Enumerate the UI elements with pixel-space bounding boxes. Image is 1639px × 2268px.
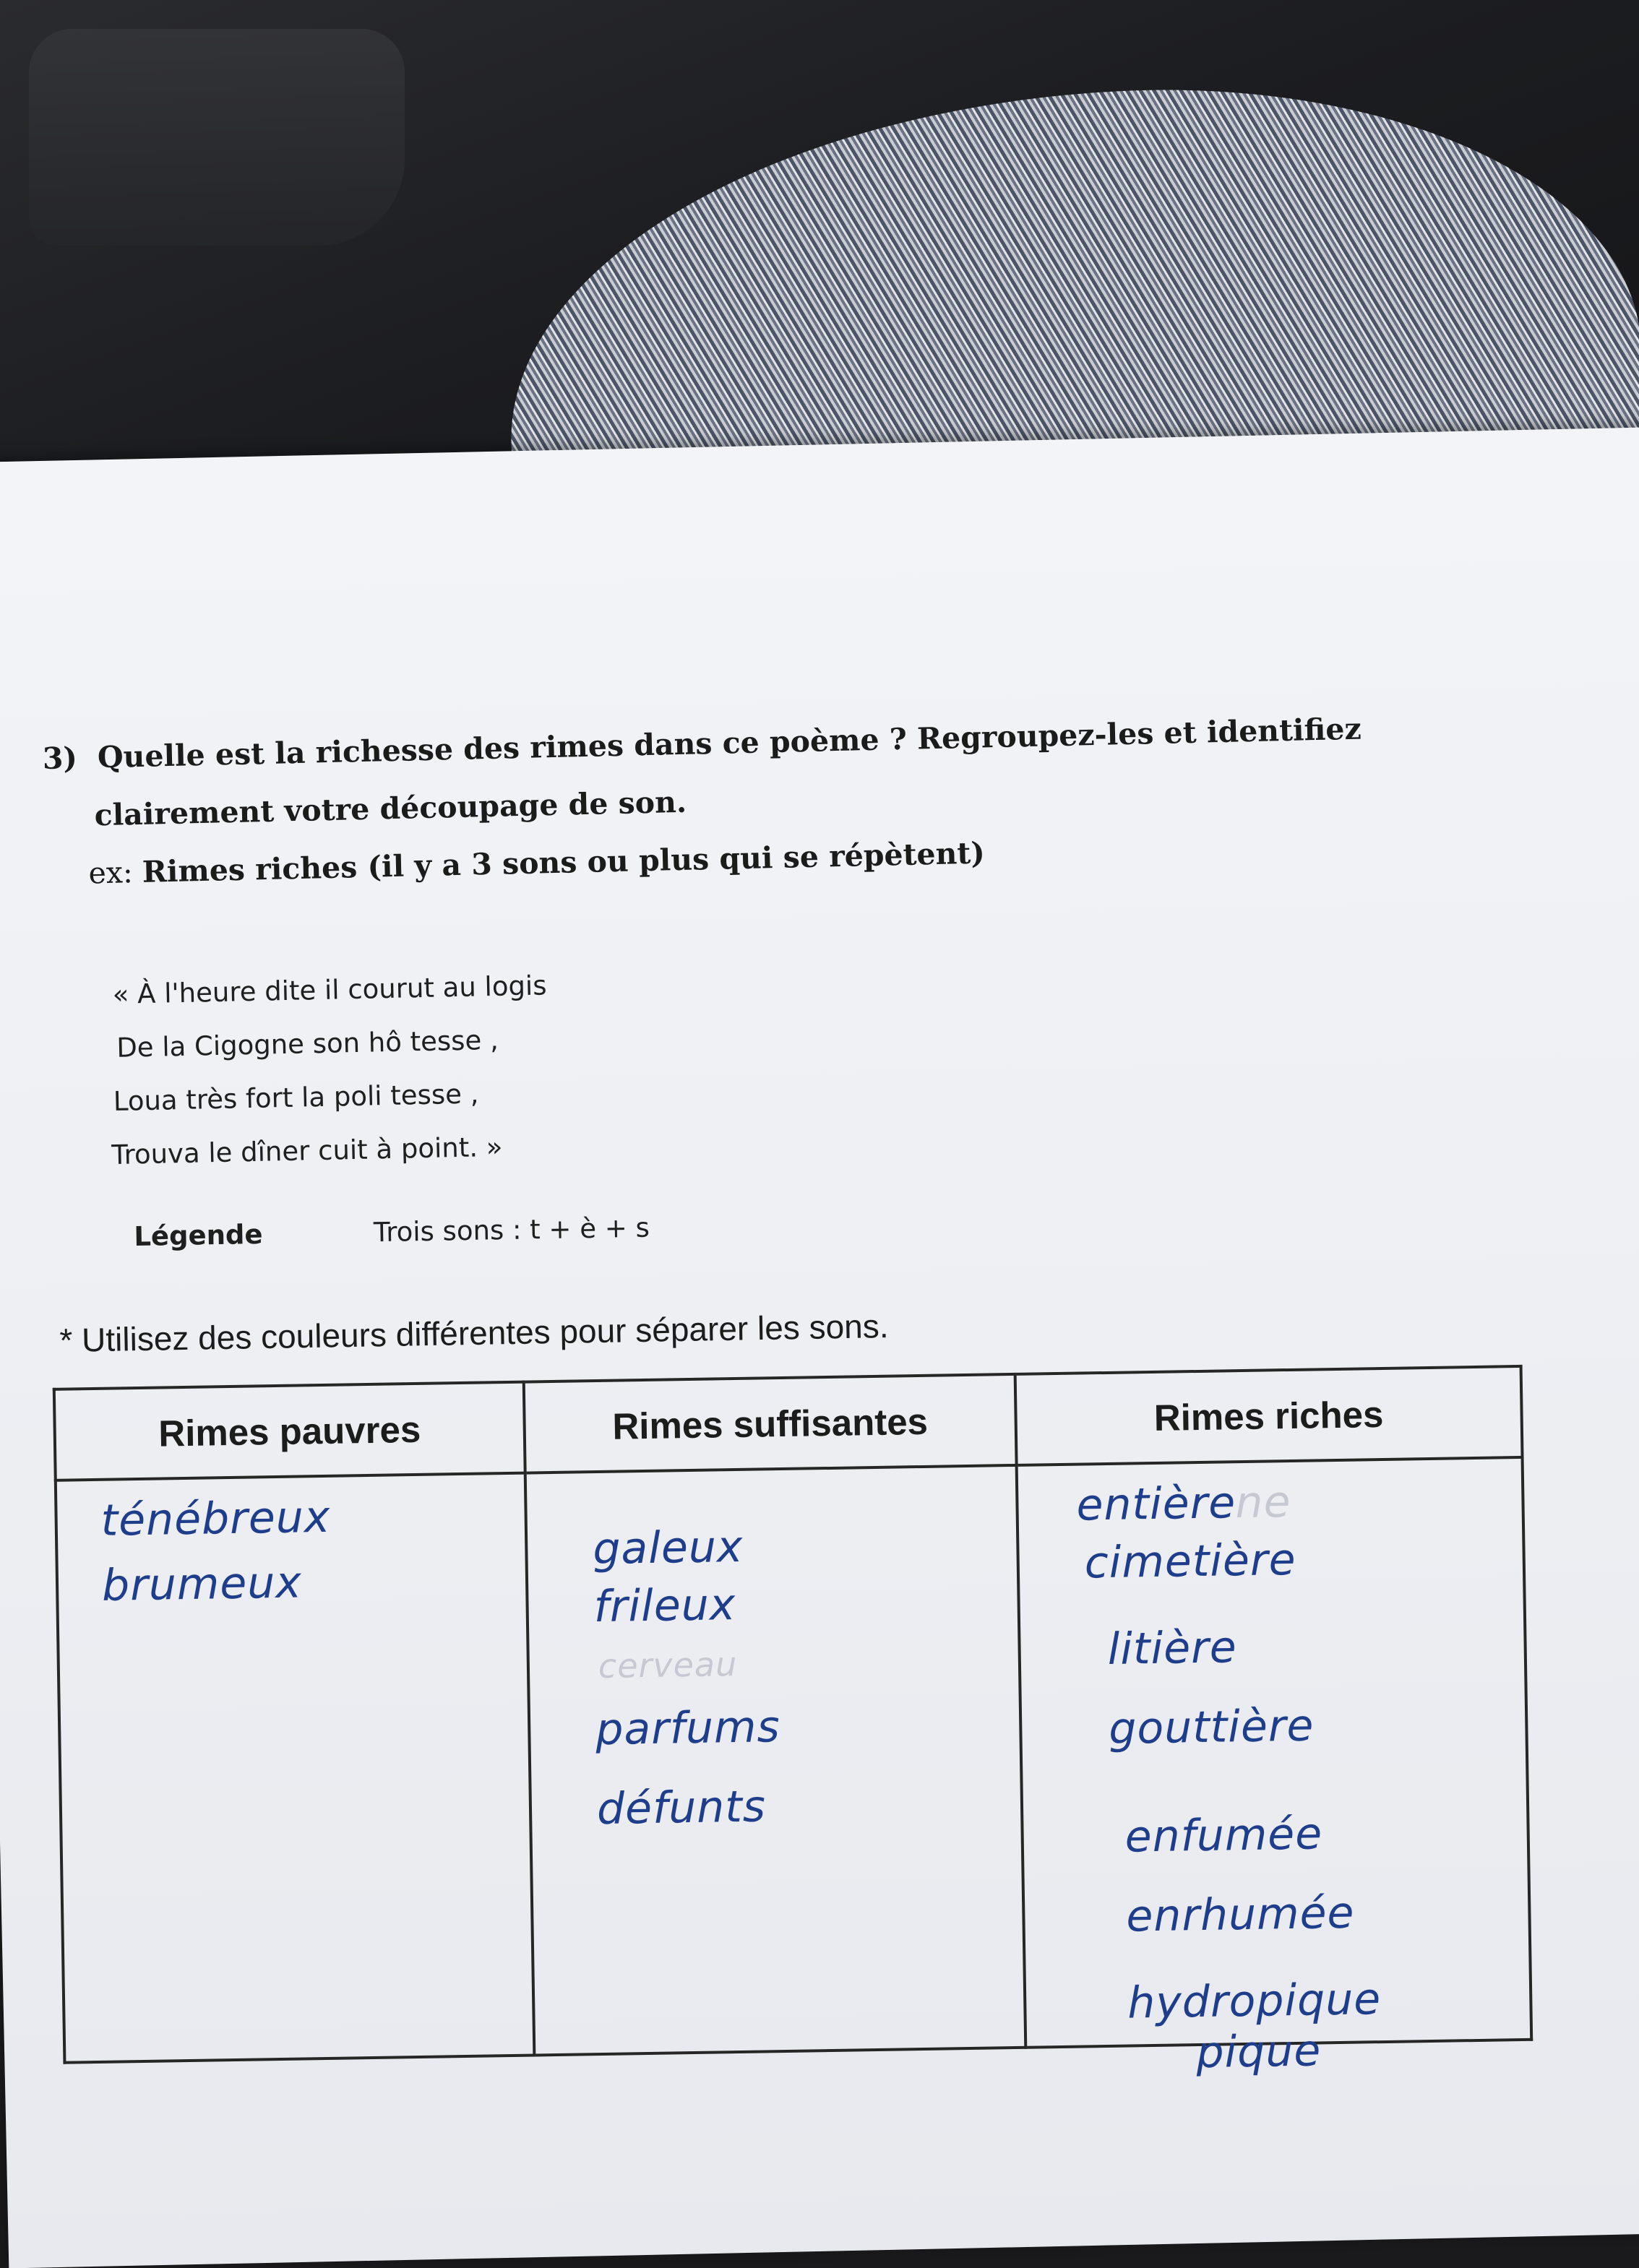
question-line-2: clairement votre découpage de son.: [94, 784, 687, 833]
legend-label: Légende: [134, 1218, 263, 1252]
word-tenebreux: ténébreux: [100, 1491, 331, 1546]
instruction: * Utilisez des couleurs différentes pour séparer les sons.: [59, 1306, 889, 1359]
cell-suffisantes: [525, 1465, 1026, 2056]
word-ne-faint: ne: [1234, 1476, 1291, 1529]
question-block: [42, 698, 1462, 903]
cell-pauvres: [56, 1473, 535, 2063]
word-defunts: défunts: [596, 1781, 767, 1835]
word-parfums: parfums: [595, 1702, 781, 1756]
word-frileux: frileux: [593, 1579, 736, 1633]
word-hydropique: hydropique: [1127, 1974, 1382, 2029]
header-rimes-suffisantes: Rimes suffisantes: [524, 1374, 1017, 1473]
poem-line-2: De la Cigogne son hô tesse ,: [116, 1024, 499, 1064]
word-cimetiere: cimetière: [1084, 1534, 1296, 1589]
word-enfumee: enfumée: [1124, 1808, 1323, 1863]
rhyme-table: [53, 1365, 1533, 2064]
legend-text: Trois sons : t + è + s: [373, 1212, 650, 1249]
rhyme-table-wrapper: [0, 1327, 1639, 2079]
poem-line-4: Trouva le dîner cuit à point. »: [111, 1131, 503, 1171]
cell-riches: [1017, 1457, 1532, 2048]
word-enrhumee: enrhumée: [1125, 1887, 1355, 1942]
question-text-1: Quelle est la richesse des rimes dans ce poème ? Regroupez-les et identifiez: [97, 711, 1362, 775]
header-rimes-pauvres: Rimes pauvres: [54, 1382, 525, 1480]
table-row: [56, 1457, 1531, 2063]
word-galeux: galeux: [592, 1521, 744, 1575]
word-cerveau-erased: cerveau: [598, 1644, 738, 1686]
legend: [134, 1212, 650, 1252]
poem-line-3: Loua très fort la poli tesse ,: [113, 1078, 479, 1117]
example-bold: Rimes riches (il y a 3 sons ou plus qui se répètent): [142, 835, 986, 889]
word-pique: pique: [1195, 2025, 1322, 2079]
example-prefix: ex:: [87, 855, 134, 891]
word-gouttiere: gouttière: [1108, 1700, 1315, 1754]
word-litiere: litière: [1107, 1622, 1238, 1675]
word-entiere: entière: [1075, 1478, 1236, 1531]
header-rimes-riches: Rimes riches: [1015, 1366, 1523, 1465]
poem: [112, 954, 767, 1182]
word-brumeux: brumeux: [101, 1557, 303, 1611]
question-number: 3): [42, 740, 78, 776]
poem-line-1: « À l'heure dite il courut au logis: [112, 970, 547, 1010]
